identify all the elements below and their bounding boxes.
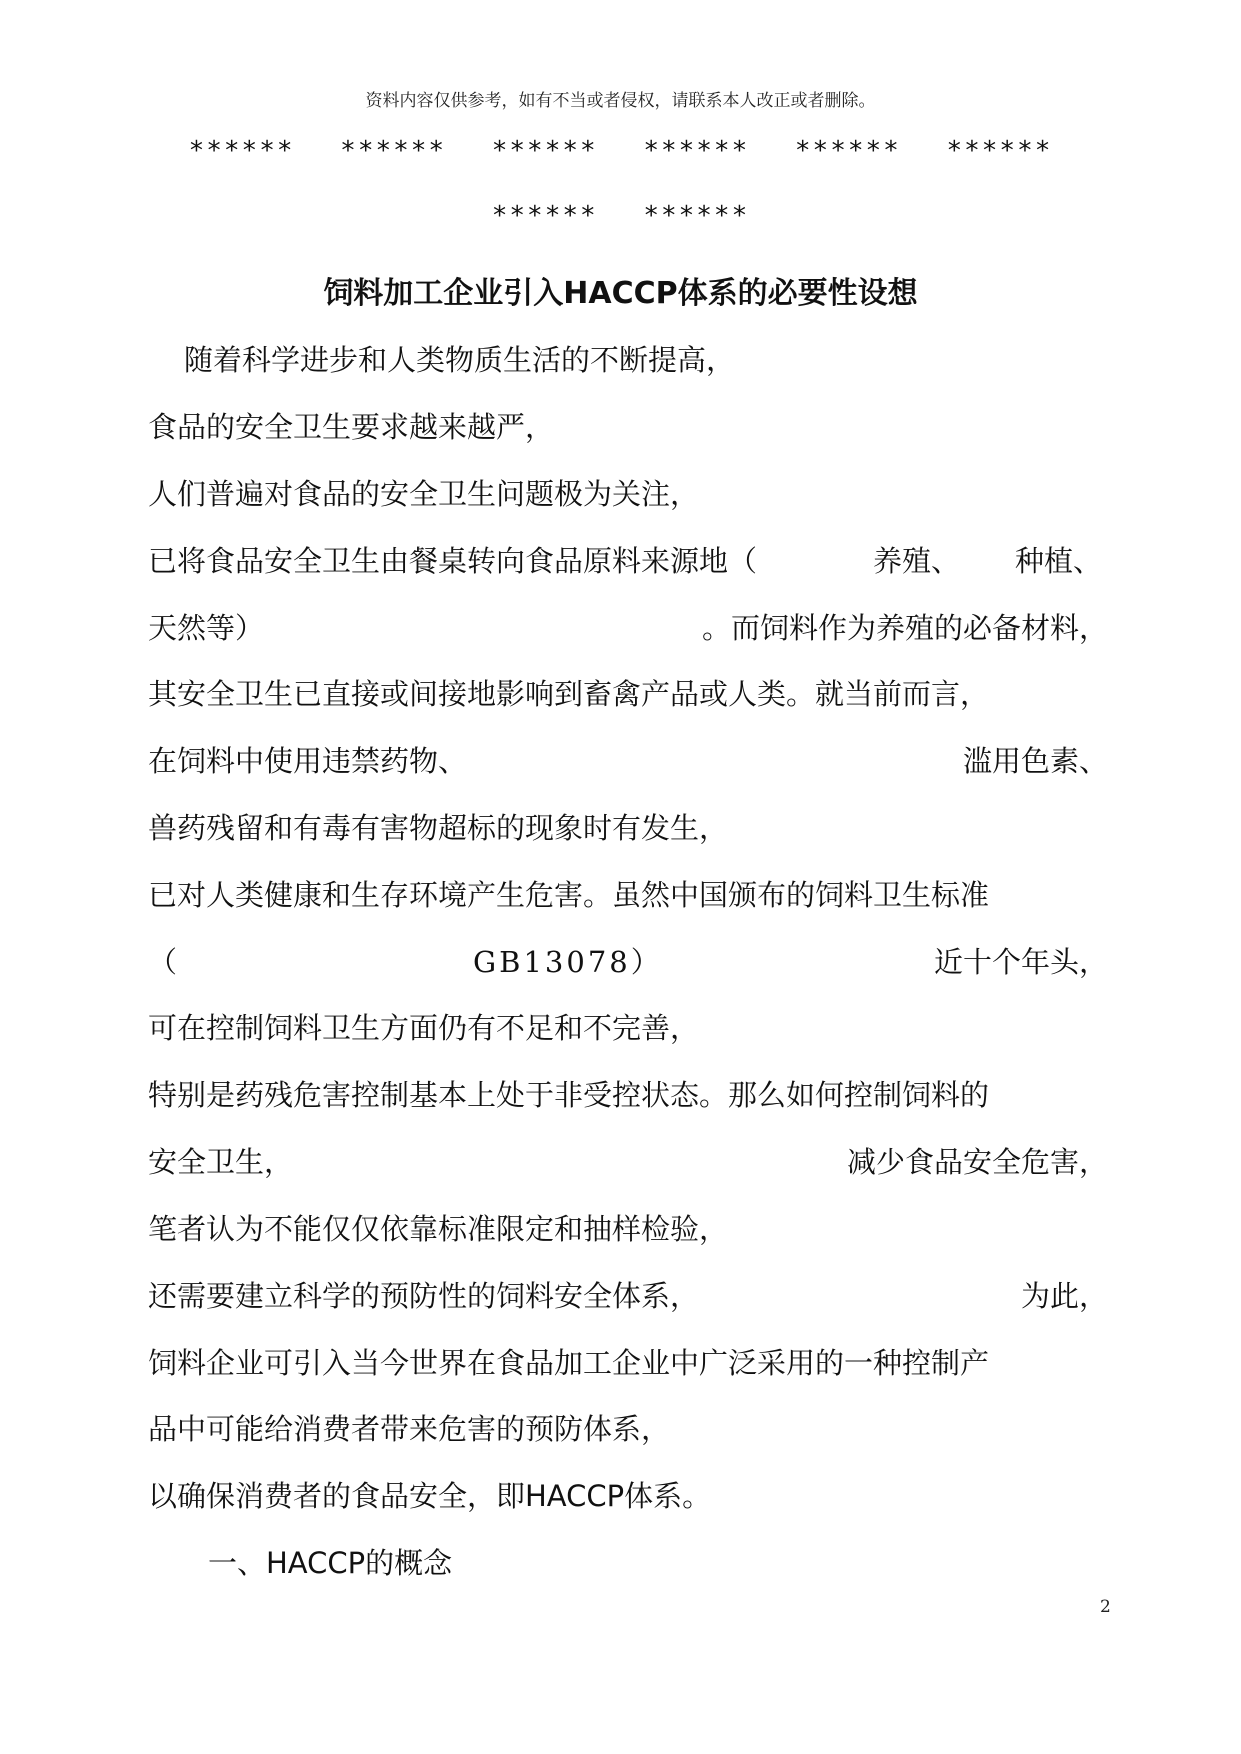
body-line-15-part-1: 还需要建立科学的预防性的饲料安全体系， [148,1279,700,1313]
body-line-13 [148,1142,1108,1182]
body-line-17: 品中可能给消费者带来危害的预防体系， [148,1412,671,1446]
body-line-15 [148,1276,1108,1316]
body-line-5-part-1: 天然等） [148,611,265,645]
body-line-10-part-2: GB13078） [473,945,663,979]
body-line-15-part-2: 为此， [1020,1279,1108,1313]
body-line-10-part-1: （ [148,945,178,979]
body-line-5-part-2: 。而饲料作为养殖的必备材料， [701,611,1108,645]
body-line-7 [148,741,1108,781]
body-line-2: 食品的安全卫生要求越来越严， [148,410,555,444]
body-line-1: 随着科学进步和人类物质生活的不断提高， [184,343,736,377]
section-heading: 一、HACCP的概念 [208,1546,453,1580]
body-line-16: 饲料企业可引入当今世界在食品加工企业中广泛采用的一种控制产 [148,1346,990,1380]
body-line-12: 特别是药残危害控制基本上处于非受控状态。那么如何控制饲料的 [148,1078,990,1112]
body-line-5 [148,608,1108,648]
body-line-13-part-1: 安全卫生， [148,1145,294,1179]
stars-row-2: ****** ****** [491,201,750,231]
body-line-10 [148,942,1108,982]
body-line-10-part-3: 近十个年头， [933,945,1108,979]
document-title: 饲料加工企业引入HACCP体系的必要性设想 [323,276,918,311]
body-line-4-part-2: 养殖、 [873,544,961,578]
body-line-4-part-3: 种植、 [1015,544,1103,578]
header-disclaimer: 资料内容仅供参考，如有不当或者侵权，请联系本人改正或者删除。 [365,91,876,111]
stars-row-1: ****** ****** ****** ****** ****** ****** [188,136,1053,166]
body-line-9: 已对人类健康和生存环境产生危害。虽然中国颁布的饲料卫生标准 [148,878,990,912]
body-line-7-part-2: 滥用色素、 [962,744,1108,778]
body-line-7-part-1: 在饲料中使用违禁药物、 [148,744,468,778]
body-line-13-part-2: 减少食品安全危害， [846,1145,1108,1179]
page-number: 2 [1100,1597,1111,1617]
body-line-4-part-1: 已将食品安全卫生由餐桌转向食品原料来源地（ [148,544,758,578]
body-line-11: 可在控制饲料卫生方面仍有不足和不完善， [148,1011,700,1045]
body-line-3: 人们普遍对食品的安全卫生问题极为关注， [148,477,700,511]
body-line-6: 其安全卫生已直接或间接地影响到畜禽产品或人类。就当前而言， [148,677,990,711]
body-line-8: 兽药残留和有毒有害物超标的现象时有发生， [148,811,729,845]
body-line-18: 以确保消费者的食品安全，即HACCP体系。 [148,1479,712,1513]
body-line-4 [148,541,1108,581]
body-line-14: 笔者认为不能仅仅依靠标准限定和抽样检验， [148,1212,729,1246]
